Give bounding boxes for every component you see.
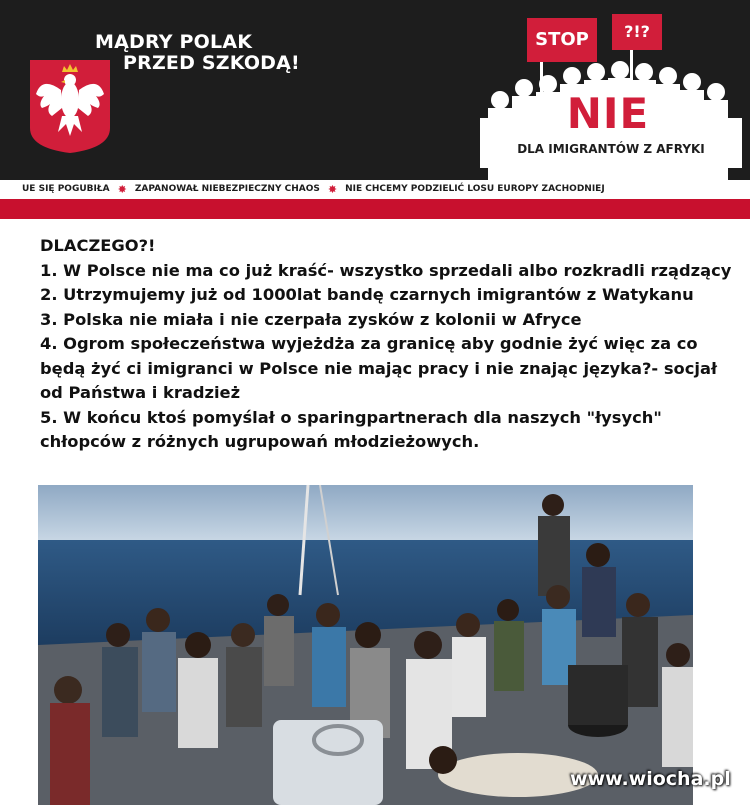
text-item-2: 2. Utrzymujemy już od 1000lat bandę czarnych imigrantów z Watykanu	[40, 285, 694, 304]
slogan-strip	[0, 180, 750, 198]
red-divider-bar	[0, 199, 750, 219]
text-item-1: 1. W Polsce nie ma co już kraść- wszystko sprzedali albo rozkradli rządzący	[40, 260, 732, 280]
header-banner	[0, 0, 750, 180]
slogan-line2: PRZED SZKODĄ!	[123, 52, 300, 74]
strip-item-2: ZAPANOWAŁ NIEBEZPIECZNY CHAOS	[134, 184, 320, 194]
slogan	[95, 32, 300, 74]
text-item-4: 4. Ogrom społeczeństwa wyjeżdża za granicę aby godnie żyć więc za co będą żyć ci imigranci w Polsce nie mając pracy i nie znając języka?- socjał od Państwa i kradzież	[40, 334, 717, 402]
strip-item-1: UE SIĘ POGUBIŁA	[22, 184, 110, 194]
crowded-boat-photo	[38, 485, 693, 805]
text-item-5: 5. W końcu ktoś pomyślał o sparingpartnerach dla naszych "łysych" chłopców z różnych ugrupowań młodzieżowych.	[40, 407, 662, 451]
nie-subheadline: DLA IMIGRANTÓW Z AFRYKI	[517, 142, 705, 156]
strip-item-3: NIE CHCEMY PODZIELIĆ LOSU EUROPY ZACHODNIEJ	[345, 184, 605, 194]
nie-headline: NIE	[566, 89, 650, 138]
text-item-3: 3. Polska nie miała i nie czerpała zysków z kolonii w Afryce	[40, 309, 582, 329]
article-text	[40, 234, 745, 455]
stop-sign: STOP	[527, 18, 597, 62]
text-heading: DLACZEGO?!	[40, 236, 156, 255]
site-watermark: www.wiocha.pl	[570, 768, 731, 790]
red-star-icon: ✸	[117, 182, 127, 196]
question-exclamation-sign: ?!?	[612, 14, 662, 50]
slogan-line1: MĄDRY POLAK	[95, 31, 253, 53]
red-star-icon: ✸	[327, 182, 338, 196]
